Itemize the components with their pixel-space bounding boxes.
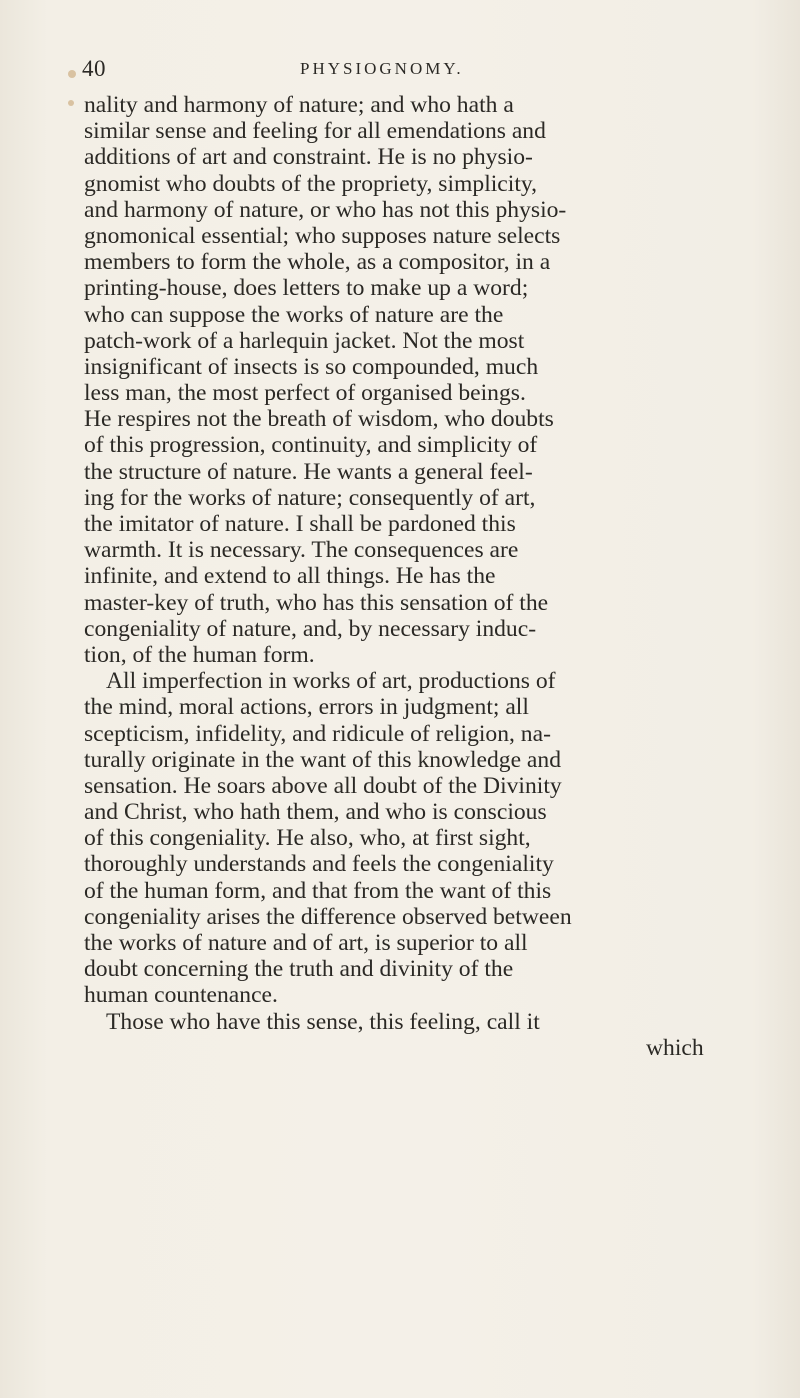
- text-line: scepticism, infidelity, and ridicule of religion, na-: [84, 720, 551, 747]
- text-line: the structure of nature. He wants a general feel-: [84, 458, 533, 485]
- text-line: nality and harmony of nature; and who hath a: [84, 92, 514, 118]
- text-line: infinite, and extend to all things. He has the: [84, 563, 496, 590]
- page-header: [80, 56, 720, 96]
- text-line: thoroughly understands and feels the congeniality: [84, 851, 554, 878]
- text-line: turally originate in the want of this knowledge and: [84, 746, 562, 773]
- text-line: doubt concerning the truth and divinity of the: [84, 956, 514, 983]
- foxing-spot: [68, 100, 74, 106]
- text-line: warmth. It is necessary. The consequences are: [84, 537, 519, 564]
- text-line: the mind, moral actions, errors in judgment; all: [84, 694, 529, 721]
- text-line: human countenance.: [84, 982, 278, 1009]
- text-line: of this congeniality. He also, who, at first sight,: [84, 825, 531, 852]
- text-line: All imperfection in works of art, productions of: [106, 668, 556, 695]
- text-line: gnomonical essential; who supposes nature selects: [84, 222, 561, 249]
- text-line: members to form the whole, as a compositor, in a: [84, 249, 551, 276]
- body-text: [84, 92, 716, 1061]
- paragraph: [84, 92, 716, 668]
- text-line: of this progression, continuity, and simplicity of: [84, 432, 538, 459]
- text-line: and Christ, who hath them, and who is conscious: [84, 799, 547, 826]
- catchword: which: [646, 1034, 704, 1061]
- running-head: PHYSIOGNOMY.: [300, 59, 464, 78]
- text-line: who can suppose the works of nature are the: [84, 301, 504, 328]
- foxing-spot: [68, 70, 76, 78]
- text-line: additions of art and constraint. He is no physio-: [84, 144, 533, 171]
- text-line: patch-work of a harlequin jacket. Not the most: [84, 327, 525, 354]
- text-line: tion, of the human form.: [84, 641, 315, 668]
- text-line: congeniality of nature, and, by necessary induc-: [84, 615, 537, 642]
- text-line: ing for the works of nature; consequently of art,: [84, 484, 536, 511]
- text-line: master-key of truth, who has this sensation of the: [84, 589, 549, 616]
- text-line: the works of nature and of art, is superior to all: [84, 930, 528, 956]
- page-number: 40: [82, 56, 106, 81]
- text-line: He respires not the breath of wisdom, who doubts: [84, 406, 554, 433]
- paragraph: [84, 1009, 716, 1035]
- text-line: and harmony of nature, or who has not this physio-: [84, 196, 567, 223]
- text-line: gnomist who doubts of the propriety, simplicity,: [84, 170, 538, 197]
- paragraph: [84, 668, 716, 1008]
- text-line: insignificant of insects is so compounded, much: [84, 353, 539, 380]
- text-line: congeniality arises the difference observed between: [84, 903, 572, 930]
- text-line: of the human form, and that from the want of this: [84, 877, 552, 904]
- text-line: less man, the most perfect of organised beings.: [84, 380, 526, 407]
- text-line: the imitator of nature. I shall be pardoned this: [84, 511, 516, 537]
- text-line: printing-house, does letters to make up a word;: [84, 275, 529, 302]
- text-line: similar sense and feeling for all emendations and: [84, 118, 546, 145]
- text-line: sensation. He soars above all doubt of the Divinity: [84, 772, 562, 799]
- text-line: Those who have this sense, this feeling, call it: [106, 1008, 540, 1035]
